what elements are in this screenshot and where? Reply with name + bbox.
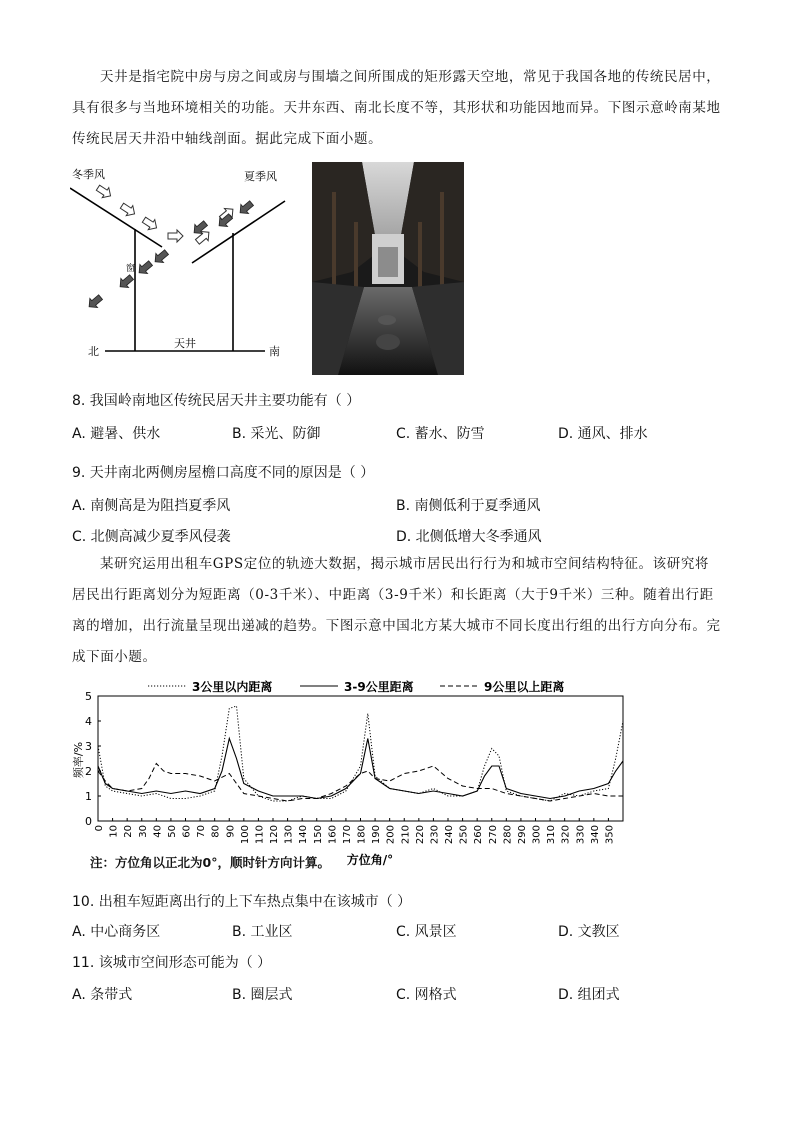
- x-tick-label: 160: [327, 825, 339, 845]
- chart-legend: [148, 679, 564, 694]
- x-tick-label: 150: [312, 825, 324, 845]
- x-tick-label: 140: [298, 825, 310, 845]
- legend-label: 3-9公里距离: [344, 680, 414, 694]
- series-line-1: [98, 706, 623, 801]
- passage-1: [72, 62, 722, 155]
- x-tick-label: 180: [356, 825, 368, 845]
- q9-option-a[interactable]: A. 南侧高是为阻挡夏季风: [72, 498, 231, 514]
- x-tick-label: 330: [575, 825, 587, 845]
- x-tick-label: 280: [502, 825, 514, 845]
- x-tick-label: 190: [371, 825, 383, 845]
- series-line-2: [98, 739, 623, 799]
- x-tick-label: 110: [254, 825, 266, 845]
- courtyard-label: 天井: [174, 337, 196, 350]
- y-tick-label: 2: [85, 765, 92, 778]
- x-tick-label: 210: [400, 825, 412, 845]
- x-axis-label: 方位角/°: [346, 853, 394, 867]
- q11-option-c[interactable]: C. 网格式: [396, 987, 457, 1003]
- north-label: 北: [88, 345, 99, 358]
- x-tick-label: 50: [166, 825, 178, 838]
- x-tick-label: 300: [531, 825, 543, 845]
- x-tick-label: 20: [123, 825, 135, 838]
- question-8: 8. 我国岭南地区传统民居天井主要功能有（ ）: [72, 393, 361, 409]
- y-axis-label: 频率/%: [72, 741, 85, 779]
- x-tick-label: 230: [429, 825, 441, 845]
- passage-2: [72, 549, 722, 673]
- x-tick-label: 340: [589, 825, 601, 845]
- x-tick-label: 350: [604, 825, 616, 845]
- y-tick-label: 1: [85, 790, 92, 803]
- x-tick-label: 170: [341, 825, 353, 845]
- passage-2-text: 某研究运用出租车GPS定位的轨迹大数据，揭示城市居民出行行为和城市空间结构特征。该研究将居民出行距离划分为短距离（0-3千米）、中距离（3-9千米）和长距离（大于9千米）三种。随着出行距离的增加，出行流量呈现出递减的趋势。下图示意中国北方某大城市不同长度出行组的出行方向分布。完成下面小题。: [72, 556, 721, 665]
- q9-option-b[interactable]: B. 南侧低利于夏季通风: [396, 498, 541, 514]
- y-tick-label: 4: [85, 715, 92, 728]
- x-tick-label: 90: [225, 825, 237, 838]
- q8-option-d[interactable]: D. 通风、排水: [558, 426, 648, 442]
- q11-option-b[interactable]: B. 圈层式: [232, 987, 293, 1003]
- x-tick-label: 0: [94, 825, 105, 832]
- q10-option-d[interactable]: D. 文教区: [558, 924, 620, 940]
- south-label: 南: [269, 345, 280, 358]
- q8-option-c[interactable]: C. 蓄水、防雪: [396, 426, 485, 442]
- x-tick-label: 310: [546, 825, 558, 845]
- x-tick-label: 80: [210, 825, 222, 838]
- x-tick-label: 70: [196, 825, 208, 838]
- y-tick-label: 0: [85, 815, 92, 828]
- x-tick-label: 120: [269, 825, 280, 845]
- x-tick-label: 10: [108, 825, 120, 838]
- question-10: 10. 出租车短距离出行的上下车热点集中在该城市（ ）: [72, 894, 412, 910]
- x-tick-label: 320: [560, 825, 572, 845]
- x-tick-label: 240: [444, 825, 455, 845]
- winter-wind-label: 冬季风: [72, 168, 105, 181]
- x-tick-label: 270: [487, 825, 499, 845]
- x-tick-label: 60: [181, 825, 193, 838]
- window-label: 窗: [126, 264, 136, 274]
- q11-option-d[interactable]: D. 组团式: [558, 987, 620, 1003]
- q10-option-a[interactable]: A. 中心商务区: [72, 924, 161, 940]
- legend-label: 9公里以上距离: [484, 680, 565, 694]
- q8-option-b[interactable]: B. 采光、防御: [232, 426, 321, 442]
- x-tick-label: 260: [473, 825, 485, 845]
- courtyard-photo: [312, 162, 464, 375]
- y-tick-label: 3: [85, 740, 92, 753]
- q8-option-a[interactable]: A. 避暑、供水: [72, 426, 161, 442]
- x-tick-label: 250: [458, 825, 470, 845]
- x-tick-label: 200: [385, 825, 397, 845]
- legend-label: 3公里以内距离: [192, 680, 273, 694]
- direction-frequency-chart: [70, 672, 630, 868]
- x-tick-label: 130: [283, 825, 295, 845]
- q10-option-c[interactable]: C. 风景区: [396, 924, 457, 940]
- question-9: 9. 天井南北两侧房屋檐口高度不同的原因是（ ）: [72, 465, 375, 481]
- courtyard-section-diagram: [70, 165, 300, 360]
- q11-option-a[interactable]: A. 条带式: [72, 987, 133, 1003]
- question-11: 11. 该城市空间形态可能为（ ）: [72, 955, 272, 971]
- x-tick-label: 290: [516, 825, 528, 845]
- q9-option-d[interactable]: D. 北侧低增大冬季通风: [396, 529, 542, 545]
- q10-option-b[interactable]: B. 工业区: [232, 924, 293, 940]
- plot-frame: [98, 696, 623, 821]
- chart-note: 注：方位角以正北为0°，顺时针方向计算。: [90, 855, 330, 870]
- y-tick-label: 5: [85, 690, 92, 703]
- series-line-3: [98, 764, 623, 802]
- x-tick-label: 220: [414, 825, 426, 845]
- x-tick-label: 40: [152, 825, 164, 838]
- q9-option-c[interactable]: C. 北侧高减少夏季风侵袭: [72, 529, 231, 545]
- x-tick-label: 30: [137, 825, 149, 838]
- summer-wind-label: 夏季风: [244, 170, 277, 183]
- x-tick-label: 100: [239, 825, 251, 845]
- passage-1-text: 天井是指宅院中房与房之间或房与围墙之间所围成的矩形露天空地，常见于我国各地的传统民居中，具有很多与当地环境相关的功能。天井东西、南北长度不等，其形状和功能因地而异。下图示意岭南某地传统民居天井沿中轴线剖面。据此完成下面小题。: [72, 69, 721, 147]
